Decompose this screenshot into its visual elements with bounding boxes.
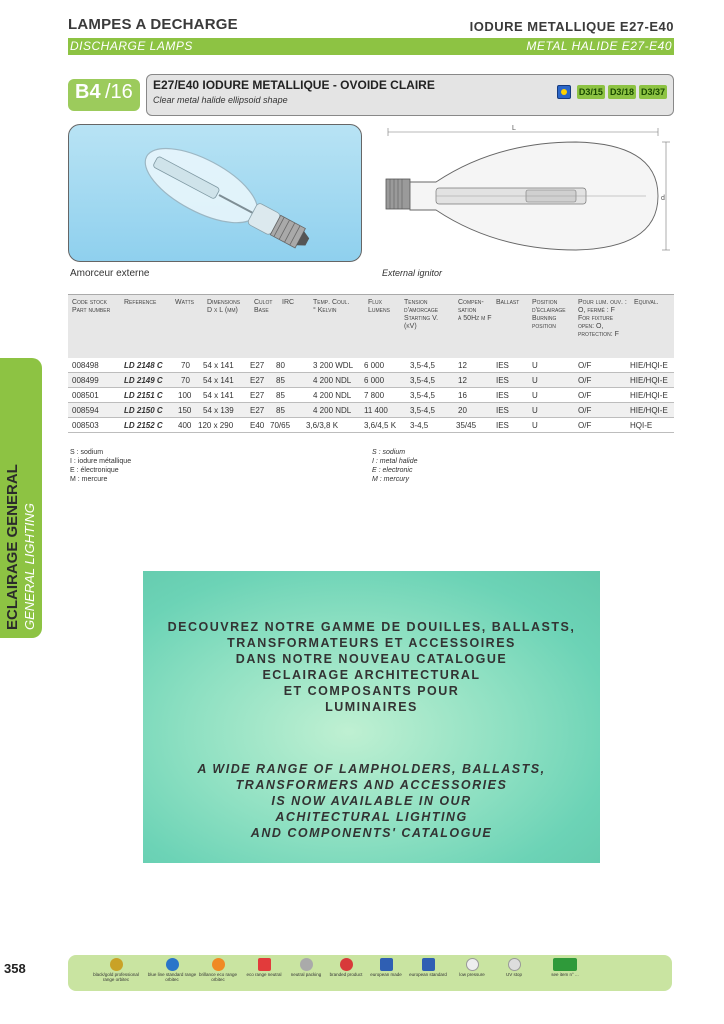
tag-3: D3/37 — [640, 87, 665, 97]
see-item-icon — [553, 958, 577, 971]
header-bar — [68, 8, 674, 36]
th-fixture: Pour lum. ouv. : O, fermé : F For fixture open: O, protection: F — [578, 299, 627, 338]
footer-item: neutral packing — [280, 958, 332, 977]
product-title-bar — [146, 74, 674, 116]
tag-1: D3/15 — [578, 87, 603, 97]
lamp-type-icon — [557, 85, 571, 99]
table-row: 008594 LD 2150 C 150 54 x 139 E27 85 4 200 NDL 11 400 3,5-4,5 20 IES U O/F HIE/HQI-E — [68, 403, 674, 418]
lamp-photo — [68, 124, 362, 262]
footer-item: blue line standard range orbitec — [146, 958, 198, 982]
table-header — [68, 294, 674, 358]
table-row: 008501 LD 2151 C 100 54 x 141 E27 85 4 200 NDL 7 800 3,5-4,5 16 IES U O/F HIE/HQI-E — [68, 388, 674, 403]
product-code-sub: /16 — [105, 81, 133, 103]
tag-2: D3/18 — [609, 87, 634, 97]
pro-range-icon — [110, 958, 123, 971]
promo-banner — [143, 571, 600, 863]
european-made-icon — [380, 958, 393, 971]
brillance-icon — [212, 958, 225, 971]
european-standard-icon — [422, 958, 435, 971]
th-temp: Temp. Coul. ° Kelvin — [313, 299, 350, 314]
th-watts: Watts — [175, 299, 195, 306]
eco-range-icon — [258, 958, 271, 971]
footer-item: see item n° ... — [530, 958, 600, 977]
th-starting-voltage: Tension d'amorcage Starting V. (kV) — [404, 299, 439, 330]
product-code-main: B4 — [75, 81, 101, 103]
footer-item: european made — [360, 958, 412, 977]
caption-right: External ignitor — [382, 268, 443, 278]
header-category: IODURE METALLIQUE E27-E40 — [469, 19, 674, 34]
th-compensation: Compen- sation à 50Hz µ F — [458, 299, 492, 322]
footer-item: european standard — [402, 958, 454, 977]
footer-item: black/gold professional range orbitec — [90, 958, 142, 982]
legend-fr: S : sodium I : iodure métallique E : électronique M : mercure — [70, 449, 132, 483]
th-reference: Reference — [124, 299, 157, 306]
neutral-packing-icon — [300, 958, 313, 971]
uv-stop-icon — [508, 958, 521, 971]
th-position: Position d'éclairage Burning position — [532, 299, 566, 330]
promo-text-en: A WIDE RANGE OF LAMPHOLDERS, BALLASTS, TRANSFORMERS AND ACCESSORIES IS NOW AVAILABLE IN OUR ACHITECTURAL LIGHTING AND COMPONENTS' CATALOGUE — [197, 762, 546, 840]
footer-item: branded product — [320, 958, 372, 977]
footer-legend-bar — [68, 955, 672, 991]
product-tags — [557, 85, 667, 99]
lamp-technical-drawing — [376, 124, 676, 262]
th-dimensions: Dimensions D x L (mm) — [207, 299, 241, 314]
footer-item: low pressure — [446, 958, 498, 977]
header-category-en: METAL HALIDE E27-E40 — [526, 39, 672, 53]
footer-item: UV stop — [488, 958, 540, 977]
table-row: 008503 LD 2152 C 400 120 x 290 E40 70/65 3,6/3,8 K 3,6/4,5 K 3-4,5 35/45 IES U O/F HQI-E — [68, 418, 674, 433]
product-code-badge — [68, 79, 140, 111]
low-pressure-icon — [466, 958, 479, 971]
header-title: LAMPES A DECHARGE — [68, 16, 238, 33]
footer-item: brillance eco range orbitec — [192, 958, 244, 982]
th-irc: IRC — [282, 299, 295, 306]
th-flux: Flux Lumens — [368, 299, 390, 314]
side-tab-label: ECLAIRAGE GENERAL — [4, 464, 21, 630]
specs-table — [68, 294, 674, 433]
side-tab-label-en: GENERAL LIGHTING — [22, 503, 37, 630]
header-subbar — [68, 38, 674, 55]
section-side-tab — [0, 358, 42, 638]
promo-text-fr: DECOUVREZ NOTRE GAMME DE DOUILLES, BALLASTS, TRANSFORMATEURS ET ACCESSOIRES DANS NOTRE NOUVEAU CATALOGUE ECLAIRAGE ARCHITECTURAL ET COMPOSANTS POUR LUMINAIRES — [167, 620, 576, 714]
blue-line-icon — [166, 958, 179, 971]
product-title: E27/E40 IODURE METALLIQUE - OVOIDE CLAIRE — [153, 78, 435, 92]
lamp-illustration — [69, 125, 362, 262]
product-subtitle: Clear metal halide ellipsoid shape — [153, 95, 288, 105]
table-row: 008499 LD 2149 C 70 54 x 141 E27 85 4 200 NDL 6 000 3,5-4,5 12 IES U O/F HIE/HQI-E — [68, 373, 674, 388]
caption-left: Amorceur externe — [70, 268, 150, 279]
footer-item: eco range neutral — [238, 958, 290, 977]
table-row: 008498 LD 2148 C 70 54 x 141 E27 80 3 200 WDL 6 000 3,5-4,5 12 IES U O/F HIE/HQI-E — [68, 358, 674, 373]
dimension-L-label: L — [512, 125, 516, 132]
th-ballast: Ballast — [496, 299, 520, 306]
dimension-d-label: d — [661, 195, 665, 202]
th-code: Code stock Part number — [72, 299, 111, 314]
legend-en: S : sodium I : metal halide E : electronic M : mercury — [372, 449, 418, 483]
header-subtitle: DISCHARGE LAMPS — [70, 39, 193, 53]
th-base: Culot Base — [254, 299, 273, 314]
th-equivalent: Equival. — [634, 299, 659, 306]
page-header — [68, 8, 674, 60]
branded-product-icon — [340, 958, 353, 971]
page-number: 358 — [4, 961, 26, 976]
